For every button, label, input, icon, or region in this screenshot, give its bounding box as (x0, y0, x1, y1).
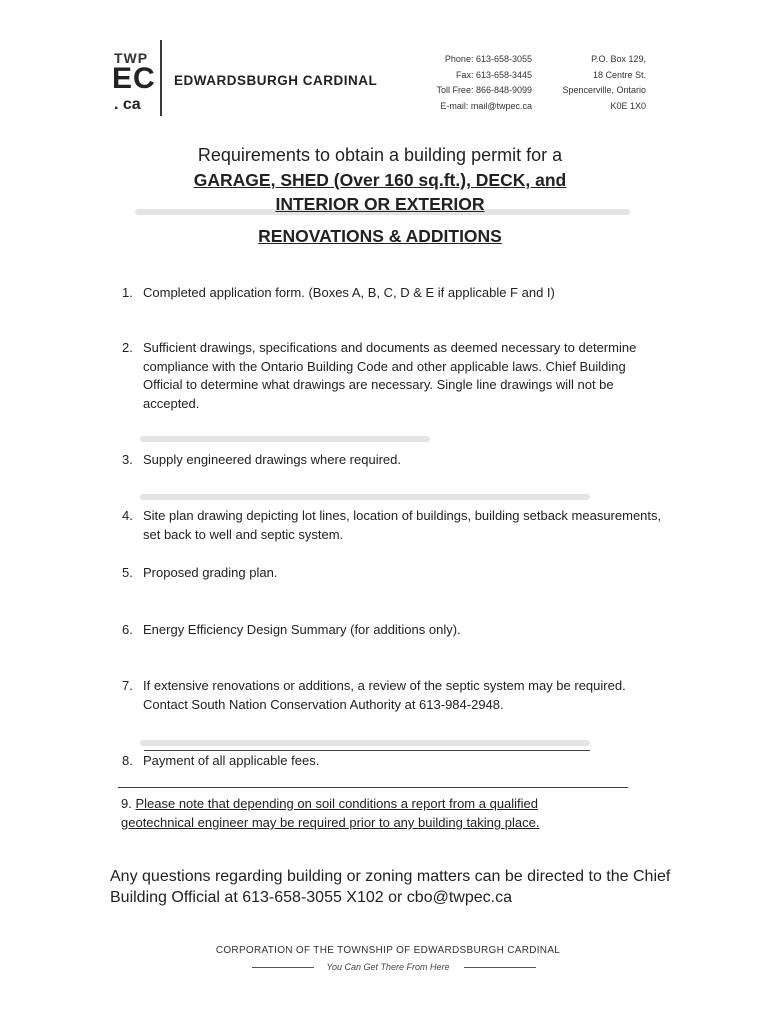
contact-fax: Fax: 613-658-3445 (455, 69, 532, 80)
requirement-number: 5. (122, 565, 133, 580)
bleed-through-mark (140, 436, 430, 442)
requirement-item-7 (122, 677, 662, 714)
title-line-4: RENOVATIONS & ADDITIONS (258, 226, 502, 246)
requirement-text: Site plan drawing depicting lot lines, location of buildings, building setback measurements, set back to well and septic system. (143, 508, 662, 542)
requirement-number: 1. (122, 285, 133, 300)
requirement-item-4 (122, 507, 662, 544)
address-postal-code: K0E 1X0 (610, 101, 646, 112)
requirement-item-8 (122, 752, 662, 771)
footer-line-right (464, 967, 536, 968)
requirement-text: Sufficient drawings, specifications and documents as deemed necessary to determine compliance with the Ontario Building Code and other applicable laws. Chief Building Official to determine what drawings are necessary. Single line drawings will not be accepted. (143, 340, 637, 411)
logo-divider (160, 40, 162, 116)
requirement-item-5 (122, 564, 662, 583)
requirement-text: Supply engineered drawings where required. (143, 452, 401, 467)
note-number: 9. (121, 796, 132, 811)
logo-ec-text: EC (112, 62, 156, 95)
address-city: Spencerville, Ontario (562, 85, 646, 96)
footer-corporation-name: CORPORATION OF THE TOWNSHIP OF EDWARDSBURGH CARDINAL (215, 945, 561, 956)
requirement-text: Payment of all applicable fees. (143, 753, 320, 768)
requirement-item-6 (122, 621, 662, 640)
divider-line (118, 787, 628, 788)
organization-name: EDWARDSBURGH CARDINAL (174, 73, 378, 88)
requirement-number: 7. (122, 678, 133, 693)
requirement-number: 8. (122, 753, 133, 768)
requirement-number: 6. (122, 622, 133, 637)
requirement-item-3 (122, 451, 662, 470)
title-line-1: Requirements to obtain a building permit for a (197, 145, 563, 165)
requirement-item-1 (122, 284, 662, 303)
address-street: 18 Centre St. (592, 69, 646, 80)
contact-block-phone-email (410, 52, 532, 115)
requirement-text: Proposed grading plan. (143, 565, 278, 580)
requirement-number: 3. (122, 452, 133, 467)
contact-phone: Phone: 613-658-3055 (444, 54, 532, 64)
bleed-through-mark (140, 740, 590, 746)
contact-email: E-mail: mail@twpec.ca (440, 101, 532, 112)
title-line-2: GARAGE, SHED (Over 160 sq.ft.), DECK, and (193, 170, 567, 190)
title-line-3: INTERIOR OR EXTERIOR (275, 194, 485, 214)
requirement-text: If extensive renovations or additions, a review of the septic system may be required. Contact South Nation Conservation Authority at 613-984-2948. (143, 678, 626, 712)
requirement-item-2 (122, 339, 662, 413)
contact-toll-free: Toll Free: 866-848-9099 (436, 85, 532, 96)
soil-conditions-note (121, 794, 601, 832)
footer-tagline: You Can Get There From Here (326, 962, 450, 972)
requirement-number: 4. (122, 508, 133, 523)
requirement-number: 2. (122, 340, 133, 355)
logo-twp-text: TWP (114, 50, 149, 66)
divider-line (144, 750, 590, 751)
contact-block-address (540, 52, 646, 115)
requirement-text: Completed application form. (Boxes A, B, C, D & E if applicable F and I) (143, 285, 555, 300)
requirement-text: Energy Efficiency Design Summary (for additions only). (143, 622, 461, 637)
bleed-through-mark (140, 494, 590, 500)
contact-information-note: Any questions regarding building or zoning matters can be directed to the Chief Building Official at 613-658-3055 X102 or cbo@twpec.ca (110, 868, 671, 906)
address-po-box: P.O. Box 129, (591, 54, 646, 64)
note-text: Please note that depending on soil conditions a report from a qualified geotechnical engineer may be required prior to any building taking place. (121, 796, 540, 830)
logo-ca-text: . ca (114, 96, 141, 113)
